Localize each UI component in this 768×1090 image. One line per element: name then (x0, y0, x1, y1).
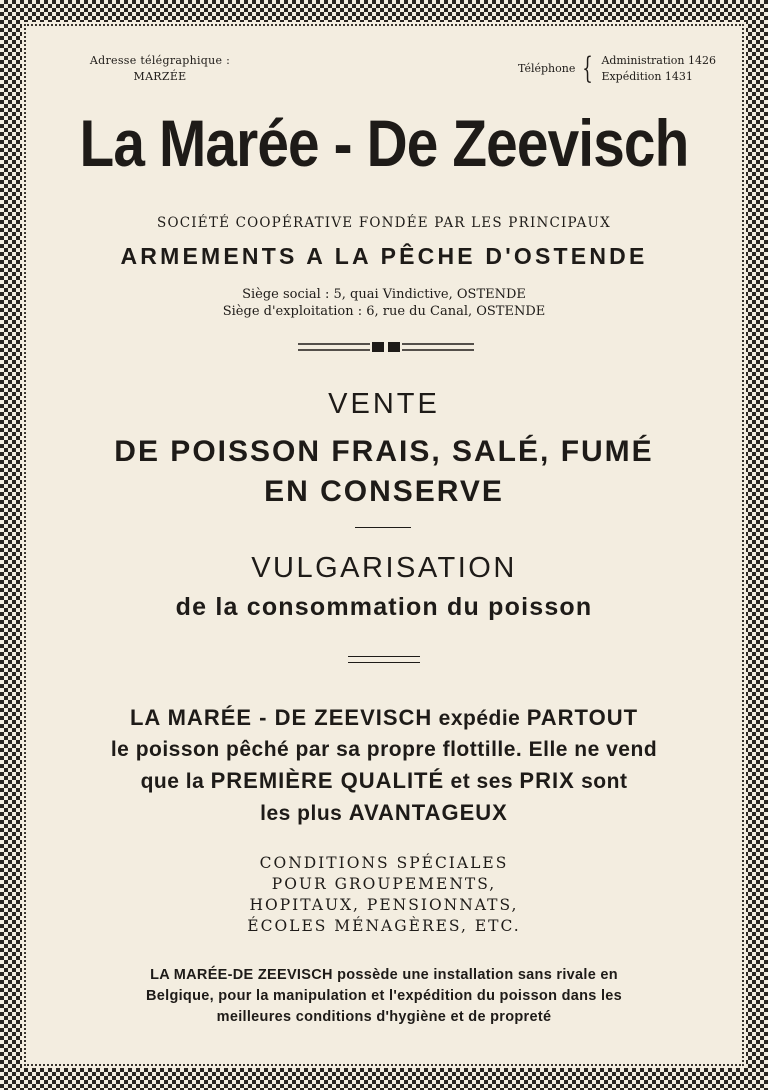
siege-exploitation: Siège d'exploitation : 6, rue du Canal, OSTENDE (222, 304, 546, 319)
conditions-line: ÉCOLES MÉNAGÈRES, ETC. (247, 917, 521, 935)
products-line-2: EN CONSERVE (264, 475, 504, 508)
final-line-3: meilleures conditions d'hygiène et de propreté (216, 1009, 552, 1025)
partout-text: PARTOUT (526, 705, 639, 730)
telegraph-address (60, 53, 260, 85)
company-title: La Marée - De Zeevisch (79, 106, 689, 180)
qualite-text: PREMIÈRE QUALITÉ (210, 768, 445, 793)
double-rule (348, 656, 420, 663)
conditions-line: POUR GROUPEMENTS, (271, 875, 497, 893)
les-plus-text: les plus (260, 802, 343, 825)
telegraph-value: MARZÉE (133, 70, 187, 83)
telegraph-label: Adresse télégraphique : (89, 54, 231, 67)
conditions-line: CONDITIONS SPÉCIALES (259, 854, 509, 872)
special-conditions (30, 853, 738, 937)
ornament-divider (298, 340, 474, 354)
phone-administration: Administration 1426 (601, 54, 716, 67)
sont-text: sont (581, 770, 628, 793)
final-line-1: LA MARÉE-DE ZEEVISCH possède une installation sans rivale en (150, 967, 618, 983)
avantageux-text: AVANTAGEUX (348, 800, 508, 825)
installation-paragraph (50, 965, 718, 1028)
products-line-1: DE POISSON FRAIS, SALÉ, FUMÉ (114, 435, 654, 468)
expedition-paragraph (30, 702, 738, 829)
products-heading (30, 432, 738, 512)
que-la-text: que la (140, 770, 205, 793)
telephone-block (518, 53, 716, 85)
armements-line: ARMEMENTS A LA PÊCHE D'OSTENDE (120, 243, 648, 269)
brace-icon: { (582, 51, 594, 86)
short-rule (355, 527, 411, 528)
telephone-label: Téléphone (517, 62, 576, 75)
flottille-line: le poisson pêché par sa propre flottille. Elle ne vend (110, 738, 658, 761)
et-ses-text: et ses (450, 770, 514, 793)
siege-social: Siège social : 5, quai Vindictive, OSTENDE (242, 287, 526, 302)
company-name-inline: LA MARÉE - DE ZEEVISCH (129, 705, 433, 730)
final-line-2: Belgique, pour la manipulation et l'expédition du poisson dans les (145, 988, 623, 1004)
consommation-line: de la consommation du poisson (175, 593, 593, 621)
vulgarisation-heading: VULGARISATION (251, 552, 517, 584)
prix-text: PRIX (519, 768, 575, 793)
vente-heading: VENTE (328, 388, 440, 420)
phone-expedition: Expédition 1431 (601, 70, 693, 83)
expedie-text: expédie (438, 707, 521, 730)
conditions-line: HOPITAUX, PENSIONNATS, (249, 896, 519, 914)
societe-line: SOCIÉTÉ COOPÉRATIVE FONDÉE PAR LES PRINCIPAUX (157, 215, 611, 231)
advertisement-page (30, 30, 738, 1060)
addresses (30, 286, 738, 320)
